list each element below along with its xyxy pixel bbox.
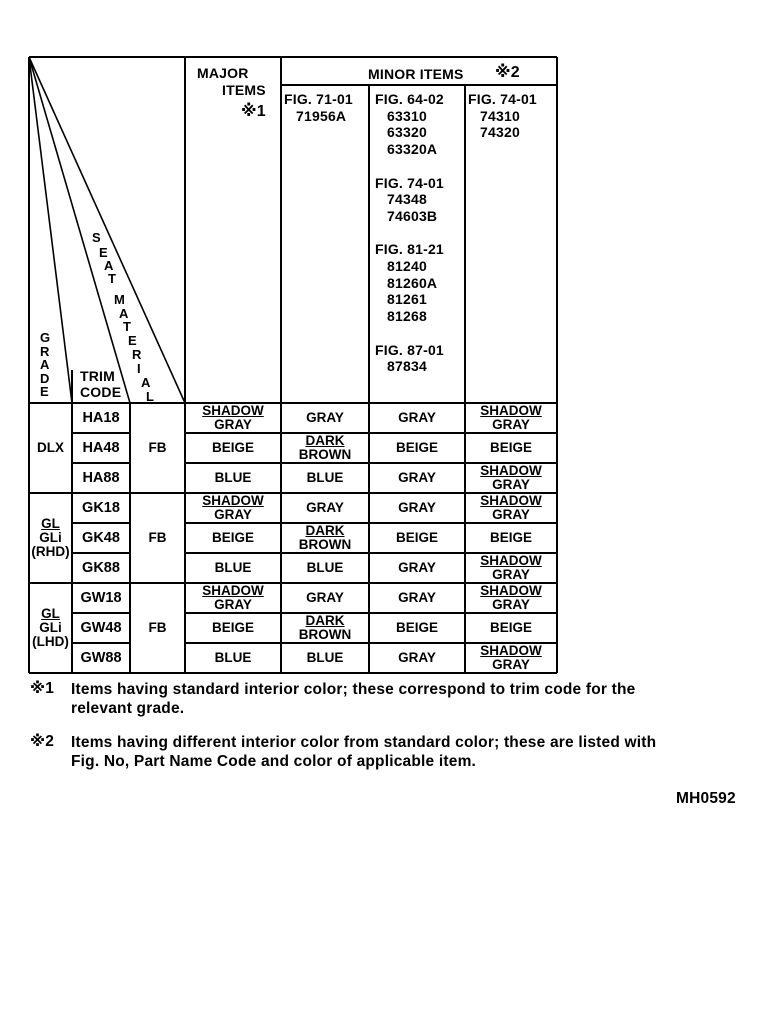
minor-1-color-cell-text: BROWN (298, 447, 352, 462)
minor-2-color-cell-text: GRAY (398, 590, 436, 605)
minor-1-color-cell (281, 463, 369, 493)
minor-3-color-cell-text: SHADOW (480, 583, 542, 598)
minor-1-color-cell-text: BLUE (306, 650, 344, 665)
major-items-mark: ※1 (241, 103, 266, 120)
grade-letter: D (40, 370, 50, 386)
minor-3-color-cell-text: SHADOW (480, 493, 542, 508)
major-color-cell-text: SHADOW (202, 493, 264, 508)
minor-3-color-cell-text: GRAY (492, 507, 530, 522)
minor-1-color-cell (281, 643, 369, 673)
seat-material-letter: M (114, 292, 126, 307)
minor-2-color-cell-text: GRAY (398, 470, 436, 485)
minor-column-3-line: 74320 (480, 124, 520, 141)
minor-3-color-cell-text: SHADOW (480, 463, 542, 478)
minor-2-color-cell (369, 403, 465, 433)
minor-3-color-cell (465, 403, 557, 433)
footnote-1-line1: Items having standard interior color; these correspond to trim code for the (71, 681, 636, 698)
minor-1-color-cell (281, 583, 369, 613)
major-color-cell (185, 493, 281, 523)
grade-letter: E (40, 384, 49, 399)
major-color-cell (185, 433, 281, 463)
minor-1-color-cell-text: GRAY (306, 590, 344, 605)
major-color-cell (185, 613, 281, 643)
trim-code-cell: GW18 (80, 590, 122, 606)
trim-code-cell: GW88 (80, 650, 122, 666)
minor-column-2-line: 63320 (387, 124, 427, 141)
minor-column-2-line: 81261 (387, 291, 427, 308)
minor-1-color-cell (281, 613, 369, 643)
major-color-cell (185, 553, 281, 583)
minor-3-color-cell-text: GRAY (492, 567, 530, 582)
minor-2-color-cell (369, 553, 465, 583)
minor-column-2-line: 63310 (387, 107, 427, 124)
grade-cell-text: GL (41, 516, 60, 531)
footnote-2-line1: Items having different interior color from standard color; these are listed with (71, 734, 657, 751)
major-color-cell-text: SHADOW (202, 403, 264, 418)
minor-3-color-cell (465, 433, 557, 463)
minor-column-2-line: FIG. 81-21 (375, 241, 444, 258)
minor-column-2-line: 74348 (387, 191, 427, 208)
grade-cell (29, 583, 72, 673)
footnote-1-mark: ※1 (30, 680, 55, 697)
minor-3-color-cell (465, 553, 557, 583)
minor-items-mark: ※2 (495, 64, 520, 81)
major-color-cell (185, 463, 281, 493)
trim-code-cell: GK48 (82, 530, 120, 546)
seat-material-letter: R (132, 347, 142, 362)
seat-material-letter: S (92, 230, 101, 245)
minor-2-color-cell (369, 643, 465, 673)
minor-1-color-cell (281, 403, 369, 433)
major-color-cell-text: BEIGE (211, 620, 254, 635)
diagonal-material (29, 57, 185, 403)
minor-1-color-cell-text: BLUE (306, 560, 344, 575)
grade-cell-text: GL (41, 606, 60, 621)
grade-cell-text: DLX (37, 440, 64, 455)
trim-code-cell: HA18 (82, 410, 120, 426)
minor-2-color-cell-text: GRAY (398, 500, 436, 515)
major-color-cell-text: GRAY (214, 507, 252, 522)
minor-column-1-line: 71956A (296, 107, 347, 124)
major-color-cell-text: BLUE (214, 470, 252, 485)
seat-material-letter: A (141, 375, 151, 390)
minor-column-2-line: 74603B (387, 207, 438, 224)
minor-2-color-cell-text: BEIGE (395, 530, 438, 545)
minor-3-color-cell-text: GRAY (492, 597, 530, 612)
minor-column-2-line: 81240 (387, 258, 427, 274)
seat-material-letter: L (146, 389, 155, 404)
seat-material-letter: E (128, 333, 137, 348)
minor-3-color-cell-text: BEIGE (489, 530, 532, 545)
major-items-label-line2: ITEMS (222, 82, 266, 98)
minor-2-color-cell (369, 433, 465, 463)
grade-letter: G (40, 330, 51, 345)
minor-column-2-line: FIG. 74-01 (375, 174, 444, 191)
grade-cell-text: GLi (39, 620, 62, 635)
minor-3-color-cell (465, 613, 557, 643)
minor-items-label: MINOR ITEMS (368, 66, 464, 82)
minor-2-color-cell-text: GRAY (398, 560, 436, 575)
figure-code: MH0592 (676, 790, 736, 807)
minor-column-3-line: 74310 (480, 107, 520, 124)
minor-3-color-cell-text: GRAY (492, 657, 530, 672)
minor-2-color-cell (369, 613, 465, 643)
grade-cell-text: (RHD) (31, 544, 70, 559)
minor-column-3-line: FIG. 74-01 (468, 91, 537, 107)
seat-material-letter: E (99, 245, 108, 260)
minor-3-color-cell-text: SHADOW (480, 403, 542, 418)
minor-1-color-cell-text: DARK (305, 523, 345, 538)
minor-column-2-line: 81268 (387, 308, 427, 325)
trim-code-cell: HA88 (82, 470, 120, 486)
minor-1-color-cell-text: BLUE (306, 470, 344, 485)
minor-3-color-cell (465, 583, 557, 613)
trim-code-label-line1: TRIM (80, 368, 116, 384)
trim-code-cell: GK18 (82, 500, 120, 516)
minor-column-1-line: FIG. 71-01 (284, 91, 353, 107)
minor-3-color-cell (465, 523, 557, 553)
minor-2-color-cell (369, 493, 465, 523)
seat-material-letter: I (137, 361, 141, 376)
minor-3-color-cell-text: SHADOW (480, 553, 542, 568)
minor-1-color-cell (281, 493, 369, 523)
minor-column-2-line: FIG. 64-02 (375, 91, 444, 107)
major-color-cell (185, 523, 281, 553)
major-color-cell (185, 643, 281, 673)
minor-2-color-cell (369, 463, 465, 493)
minor-1-color-cell (281, 553, 369, 583)
minor-1-color-cell (281, 433, 369, 463)
diagonal-grade (29, 57, 72, 403)
seat-material-cell: FB (148, 620, 167, 635)
major-items-label-line1: MAJOR (197, 65, 249, 81)
grade-cell-text: GLi (39, 530, 62, 545)
minor-column-2-line: 81260A (387, 274, 438, 291)
grade-letter: A (40, 357, 50, 372)
major-color-cell-text: GRAY (214, 597, 252, 612)
minor-3-color-cell (465, 493, 557, 523)
minor-1-color-cell-text: BROWN (298, 627, 352, 642)
grade-letter: R (40, 343, 50, 359)
minor-column-2-line: 63320A (387, 141, 438, 158)
minor-1-color-cell-text: GRAY (306, 500, 344, 515)
seat-material-letter: A (104, 258, 114, 273)
major-color-cell-text: BLUE (214, 650, 252, 665)
minor-1-color-cell-text: BROWN (298, 537, 352, 552)
seat-material-cell: FB (148, 530, 167, 545)
grade-cell-text: (LHD) (32, 634, 69, 649)
major-color-cell-text: BLUE (214, 560, 252, 575)
minor-2-color-cell-text: BEIGE (395, 440, 438, 455)
minor-2-color-cell (369, 523, 465, 553)
major-color-cell-text: BEIGE (211, 530, 254, 545)
grade-cell (29, 493, 72, 583)
grade-cell (29, 403, 72, 493)
trim-code-cell: GK88 (82, 560, 120, 576)
minor-3-color-cell-text: GRAY (492, 417, 530, 432)
major-color-cell-text: SHADOW (202, 583, 264, 598)
minor-1-color-cell-text: DARK (305, 433, 345, 448)
minor-1-color-cell (281, 523, 369, 553)
seat-material-letter: A (119, 306, 129, 321)
minor-3-color-cell (465, 643, 557, 673)
minor-2-color-cell-text: BEIGE (395, 620, 438, 635)
seat-material-letter: T (108, 271, 117, 286)
minor-1-color-cell-text: GRAY (306, 410, 344, 425)
minor-3-color-cell (465, 463, 557, 493)
minor-2-color-cell (369, 583, 465, 613)
major-color-cell-text: GRAY (214, 417, 252, 432)
major-color-cell (185, 583, 281, 613)
minor-column-2-line: 87834 (387, 358, 427, 375)
seat-material-letter: T (123, 319, 132, 334)
trim-code-cell: GW48 (80, 620, 122, 636)
minor-3-color-cell-text: GRAY (492, 477, 530, 492)
minor-3-color-cell-text: BEIGE (489, 440, 532, 455)
minor-3-color-cell-text: SHADOW (480, 643, 542, 658)
major-color-cell-text: BEIGE (211, 440, 254, 455)
footnote-2-mark: ※2 (30, 733, 55, 750)
minor-1-color-cell-text: DARK (305, 613, 345, 628)
minor-column-2-line: FIG. 87-01 (375, 341, 444, 358)
trim-code-label-line2: CODE (80, 384, 122, 400)
minor-3-color-cell-text: BEIGE (489, 620, 532, 635)
footnote-1-line2: relevant grade. (71, 700, 185, 717)
trim-code-cell: HA48 (82, 440, 120, 456)
minor-2-color-cell-text: GRAY (398, 410, 436, 425)
major-color-cell (185, 403, 281, 433)
footnote-2-line2: Fig. No, Part Name Code and color of applicable item. (71, 753, 477, 770)
minor-2-color-cell-text: GRAY (398, 650, 436, 665)
seat-material-cell: FB (148, 440, 167, 455)
